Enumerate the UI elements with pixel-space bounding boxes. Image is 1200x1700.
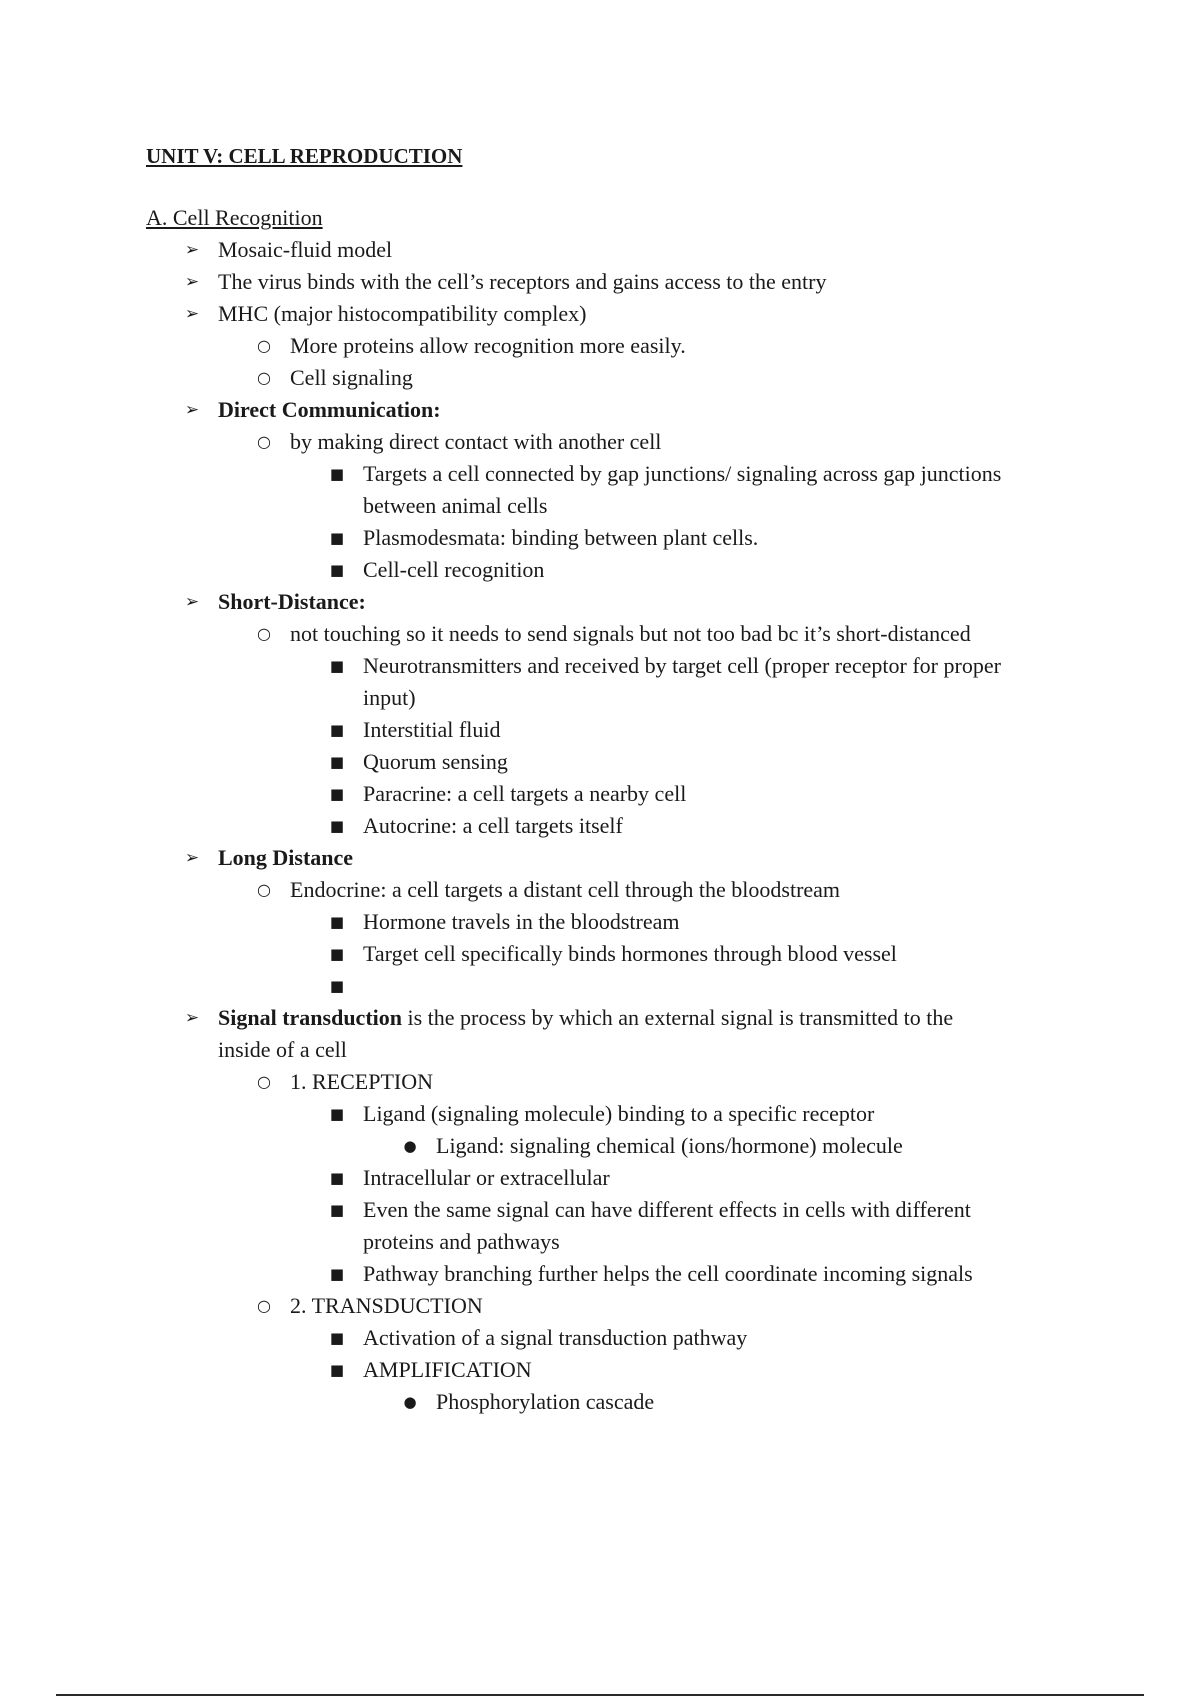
list-item: [146, 714, 1086, 746]
dot-bullet-icon: ●: [403, 1393, 417, 1411]
list-item-text: Ligand (signaling molecule) binding to a specific receptor: [363, 1101, 875, 1126]
list-item-text: 1. RECEPTION: [290, 1069, 433, 1094]
list-item: [146, 426, 1086, 458]
dot-bullet-icon: ●: [403, 1137, 417, 1155]
arrow-bullet-icon: ➢: [184, 592, 200, 612]
list-item: [146, 1098, 1086, 1130]
square-bullet-icon: ■: [329, 785, 345, 803]
list-item: [146, 1162, 1086, 1194]
square-bullet-icon: ■: [329, 817, 345, 835]
list-item: [146, 1290, 1086, 1322]
list-item: [146, 1066, 1086, 1098]
list-item: [146, 458, 1086, 490]
list-item-text: Hormone travels in the bloodstream: [363, 909, 680, 934]
list-item-text: Activation of a signal transduction pathway: [363, 1325, 748, 1350]
list-item: [146, 586, 1086, 618]
section-heading-cell-recognition: A. Cell Recognition: [146, 205, 323, 230]
circle-bullet-icon: ○: [257, 624, 271, 643]
arrow-bullet-icon: ➢: [184, 400, 200, 420]
list-item: [146, 778, 1086, 810]
arrow-bullet-icon: ➢: [184, 304, 200, 324]
circle-bullet-icon: ○: [257, 1296, 271, 1315]
list-item-heading: Signal transduction: [218, 1005, 402, 1030]
list-item-heading: Direct Communication:: [218, 397, 441, 422]
circle-bullet-icon: ○: [257, 336, 271, 355]
list-item: [146, 842, 1086, 874]
list-item-text: Target cell specifically binds hormones through blood vessel: [363, 941, 897, 966]
list-item-text: Cell signaling: [290, 365, 413, 390]
list-item-text: inside of a cell: [218, 1037, 347, 1062]
list-item-heading: Long Distance: [218, 845, 354, 870]
list-item-text: is the process by which an external signal is transmitted to the: [402, 1005, 954, 1030]
list-item: [146, 1258, 1086, 1290]
arrow-bullet-icon: ➢: [184, 848, 200, 868]
list-item: [146, 266, 1086, 298]
list-item-text: Endocrine: a cell targets a distant cell through the bloodstream: [290, 877, 841, 902]
square-bullet-icon: ■: [329, 1169, 345, 1187]
circle-bullet-icon: ○: [257, 880, 271, 899]
list-item-text: proteins and pathways: [363, 1229, 560, 1254]
square-bullet-icon: ■: [329, 977, 345, 995]
list-item: [146, 234, 1086, 266]
circle-bullet-icon: ○: [257, 1072, 271, 1091]
list-item: [146, 874, 1086, 906]
list-item: [146, 618, 1086, 650]
list-item-text: Paracrine: a cell targets a nearby cell: [363, 781, 687, 806]
list-item: [146, 522, 1086, 554]
square-bullet-icon: ■: [329, 657, 345, 675]
list-item-text: not touching so it needs to send signals but not too bad bc it’s short-distanced: [290, 621, 971, 646]
list-item-text: MHC (major histocompatibility complex): [218, 301, 587, 326]
list-item-text: Pathway branching further helps the cell coordinate incoming signals: [363, 1261, 973, 1286]
list-item: [146, 1354, 1086, 1386]
list-item-heading: Short-Distance:: [218, 589, 366, 614]
document-page: [146, 140, 1086, 1418]
page-bottom-rule: [56, 1694, 1144, 1696]
list-item: [146, 298, 1086, 330]
list-item-continuation: [146, 1034, 1086, 1066]
square-bullet-icon: ■: [329, 753, 345, 771]
list-item-text: input): [363, 685, 416, 710]
list-item-text: Neurotransmitters and received by target cell (proper receptor for proper: [363, 653, 1001, 678]
square-bullet-icon: ■: [329, 945, 345, 963]
page-title: UNIT V: CELL REPRODUCTION: [146, 144, 463, 168]
square-bullet-icon: ■: [329, 529, 345, 547]
list-item: [146, 362, 1086, 394]
list-item-continuation: [146, 682, 1086, 714]
arrow-bullet-icon: ➢: [184, 1008, 200, 1028]
list-item-text: Autocrine: a cell targets itself: [363, 813, 623, 838]
list-item-text: between animal cells: [363, 493, 548, 518]
square-bullet-icon: ■: [329, 1329, 345, 1347]
list-item-empty: [146, 970, 1086, 1002]
list-item-text: More proteins allow recognition more easily.: [290, 333, 686, 358]
list-item: [146, 650, 1086, 682]
list-item: [146, 746, 1086, 778]
list-item-text: Phosphorylation cascade: [436, 1389, 655, 1414]
list-item: [146, 810, 1086, 842]
list-item: [146, 1002, 1086, 1034]
square-bullet-icon: ■: [329, 465, 345, 483]
square-bullet-icon: ■: [329, 1201, 345, 1219]
list-item-text: Mosaic-fluid model: [218, 237, 393, 262]
list-item: [146, 1386, 1086, 1418]
list-item: [146, 1194, 1086, 1226]
list-item: [146, 1322, 1086, 1354]
list-item-text: AMPLIFICATION: [363, 1357, 532, 1382]
square-bullet-icon: ■: [329, 721, 345, 739]
list-item-text: Even the same signal can have different effects in cells with different: [363, 1197, 971, 1222]
list-item: [146, 938, 1086, 970]
list-item: [146, 554, 1086, 586]
list-item-text: by making direct contact with another cell: [290, 429, 662, 454]
list-item-text: Ligand: signaling chemical (ions/hormone) molecule: [436, 1133, 903, 1158]
arrow-bullet-icon: ➢: [184, 240, 200, 260]
square-bullet-icon: ■: [329, 1361, 345, 1379]
square-bullet-icon: ■: [329, 913, 345, 931]
list-item-text: Targets a cell connected by gap junctions/ signaling across gap junctions: [363, 461, 1002, 486]
list-item: [146, 906, 1086, 938]
list-item-text: Interstitial fluid: [363, 717, 501, 742]
list-item: [146, 394, 1086, 426]
list-item-text: Plasmodesmata: binding between plant cells.: [363, 525, 759, 550]
list-item-text: 2. TRANSDUCTION: [290, 1293, 483, 1318]
square-bullet-icon: ■: [329, 561, 345, 579]
list-item-text: Intracellular or extracellular: [363, 1165, 610, 1190]
list-item: [146, 330, 1086, 362]
square-bullet-icon: ■: [329, 1105, 345, 1123]
circle-bullet-icon: ○: [257, 432, 271, 451]
list-item-text: Cell-cell recognition: [363, 557, 545, 582]
list-item-continuation: [146, 490, 1086, 522]
list-item-continuation: [146, 1226, 1086, 1258]
list-item: [146, 1130, 1086, 1162]
list-item-text: Quorum sensing: [363, 749, 508, 774]
list-item-text: The virus binds with the cell’s receptors and gains access to the entry: [218, 269, 827, 294]
square-bullet-icon: ■: [329, 1265, 345, 1283]
circle-bullet-icon: ○: [257, 368, 271, 387]
arrow-bullet-icon: ➢: [184, 272, 200, 292]
